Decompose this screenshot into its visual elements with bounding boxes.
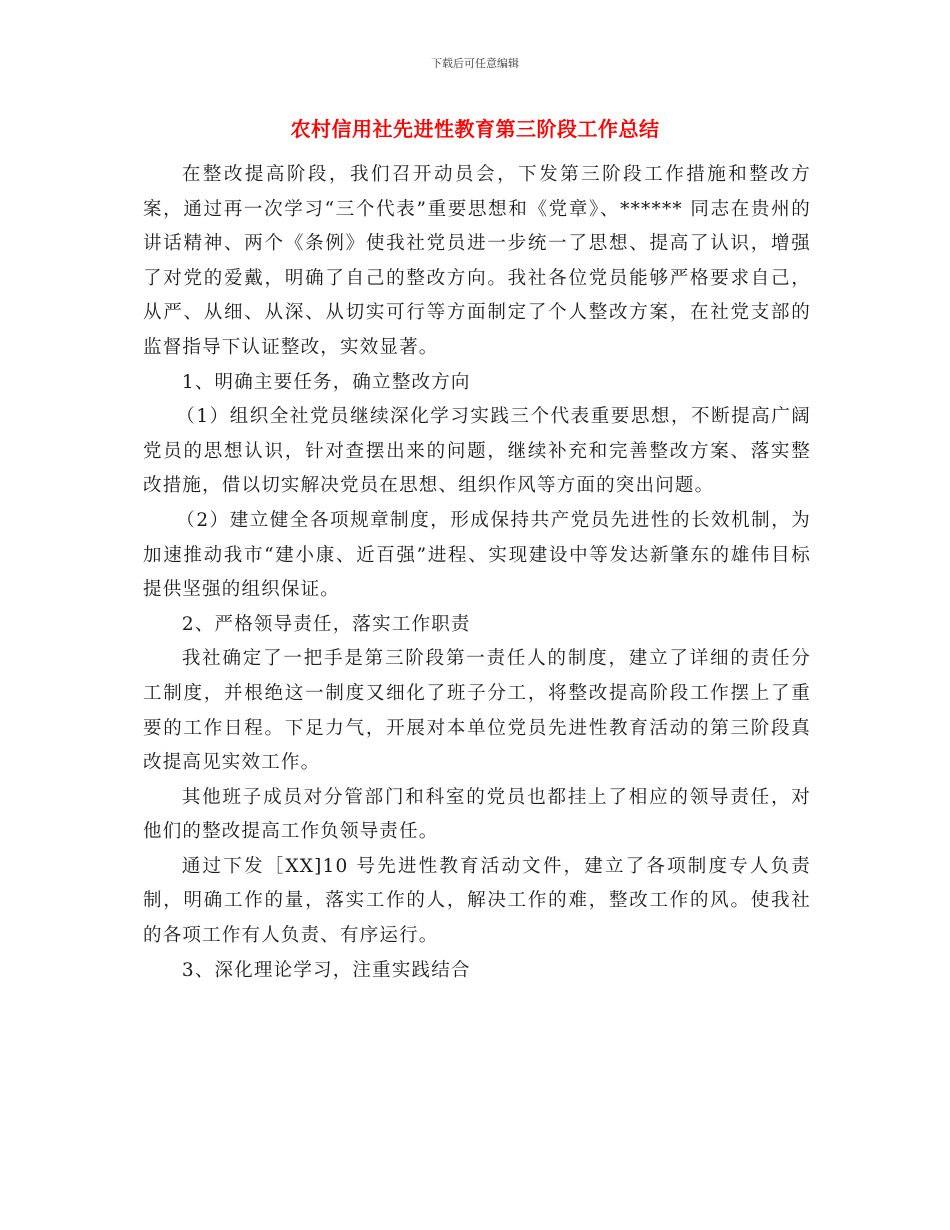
paragraph-document-issue: 通过下发［XX]10 号先进性教育活动文件，建立了各项制度专人负责制，明确工作的量，落实工作的人，解决工作的难，整改工作的风。使我社的各项工作有人负责、有序运行。 [143, 855, 811, 947]
section-heading-2: 2、严格领导责任，落实工作职责 [181, 613, 471, 635]
document-title: 农村信用社先进性教育第三阶段工作总结 [290, 117, 660, 141]
section-heading-3: 3、深化理论学习，注重实践结合 [181, 959, 471, 981]
header-note: 下载后可任意编辑 [431, 57, 519, 70]
paragraph-item-2: （2）建立健全各项规章制度，形成保持共产党员先进性的长效机制，为加速推动我市“建小康、近百强”进程、实现建设中等发达新肇东的雄伟目标提供坚强的组织保证。 [143, 509, 811, 601]
paragraph-team-members: 其他班子成员对分管部门和科室的党员也都挂上了相应的领导责任，对他们的整改提高工作负领导责任。 [143, 786, 811, 843]
paragraph-intro: 在整改提高阶段，我们召开动员会，下发第三阶段工作措施和整改方案，通过再一次学习“三个代表”重要思想和《党章》、****** 同志在贵州的讲话精神、两个《条例》使我社党员进一步统一了思想、提高了认识，增强了对党的爱戴，明确了自己的整改方向。我社各位党员能够严格要求自己，从严、从细、从深、从切实可行等方面制定了个人整改方案，在社党支部的监督指导下认证整改，实效显著。 [143, 164, 811, 358]
paragraph-responsibility: 我社确定了一把手是第三阶段第一责任人的制度，建立了详细的责任分工制度，并根绝这一制度又细化了班子分工，将整改提高阶段工作摆上了重要的工作日程。下足力气，开展对本单位党员先进性教育活动的第三阶段真改提高见实效工作。 [143, 648, 811, 774]
section-heading-1: 1、明确主要任务，确立整改方向 [181, 371, 471, 393]
document-body [143, 158, 811, 988]
paragraph-item-1: （1）组织全社党员继续深化学习实践三个代表重要思想，不断提高广阔党员的思想认识，针对查摆出来的问题，继续补充和完善整改方案、落实整改措施，借以切实解决党员在思想、组织作风等方面的突出问题。 [143, 406, 811, 497]
